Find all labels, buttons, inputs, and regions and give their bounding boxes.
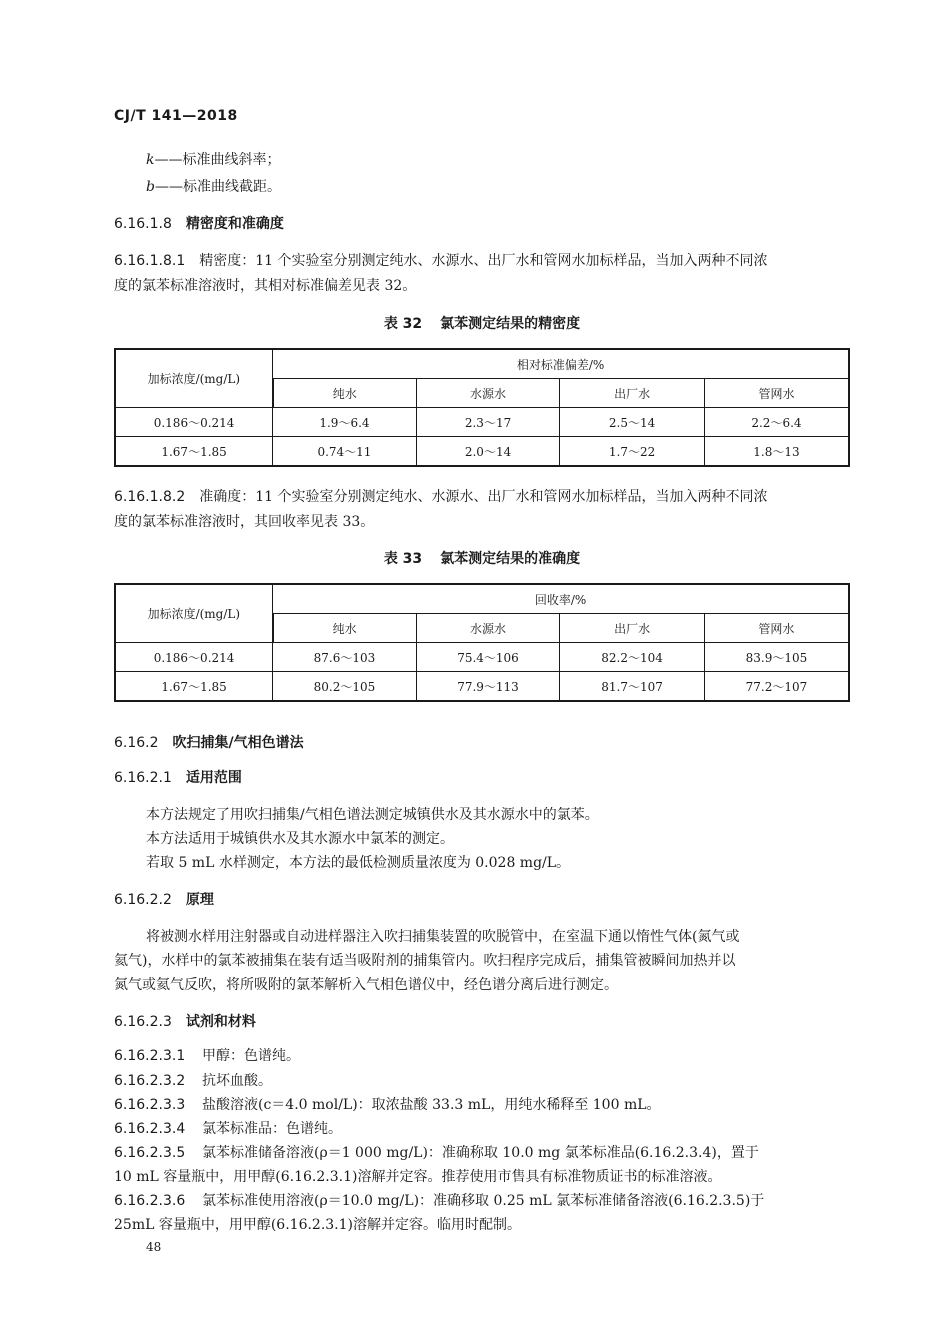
- paragraph-line: 氦气)，水样中的氯苯被捕集在装有适当吸附剂的捕集管内。吹扫程序完成后，捕集管被瞬间加热并以: [114, 953, 736, 969]
- reagent-item: [114, 1119, 342, 1139]
- table-row: [115, 643, 849, 672]
- section-title: 试剂和材料: [185, 1014, 256, 1030]
- header-cell: 管网水: [704, 379, 849, 408]
- paragraph-line: 将被测水样用注射器或自动进样器注入吹扫捕集装置的吹脱管中，在室温下通以惰性气体(氮气或: [146, 929, 740, 945]
- header-cell: 加标浓度/(mg/L): [115, 584, 273, 643]
- table-cell: 1.8～13: [704, 437, 849, 467]
- table-cell: 0.74～11: [273, 437, 417, 467]
- clause-number: 6.16.2.3.4: [114, 1121, 186, 1137]
- definition-b: [146, 177, 281, 197]
- table-number: 表 33: [383, 551, 423, 567]
- table-header-row: [115, 349, 849, 379]
- table-cell: 2.2～6.4: [704, 408, 849, 437]
- reagent-item: [114, 1095, 661, 1115]
- table-cell: 87.6～103: [273, 643, 417, 672]
- clause-number: 6.16.2.3.6: [114, 1193, 186, 1209]
- section-heading: [114, 733, 304, 753]
- clause-number: 6.16.1.8.2: [114, 489, 186, 505]
- clause-number: 6.16.2.3.5: [114, 1145, 186, 1161]
- header-cell: 水源水: [416, 614, 560, 643]
- header-cell: 水源水: [416, 379, 560, 408]
- table-row: [115, 437, 849, 467]
- table-row: [115, 672, 849, 702]
- table-cell: 77.9～113: [416, 672, 560, 702]
- clause-number: 6.16.2.3.1: [114, 1048, 186, 1064]
- definition-text: ——标准曲线斜率；: [154, 152, 281, 168]
- table-cell: 81.7～107: [560, 672, 705, 702]
- reagent-item: [114, 1046, 300, 1066]
- section-title: 原理: [185, 892, 214, 908]
- reagent-item: [114, 1191, 764, 1211]
- table-title: 氯苯测定结果的准确度: [440, 551, 581, 567]
- section-heading: [114, 214, 284, 234]
- page-number: 48: [146, 1240, 162, 1254]
- clause-number: 6.16.1.8.1: [114, 253, 186, 269]
- paragraph-line: 度的氯苯标准溶液时，其相对标准偏差见表 32。: [114, 278, 417, 294]
- section-number: 6.16.2.3: [114, 1014, 172, 1030]
- table-cell: 77.2～107: [704, 672, 849, 702]
- definition-var: b: [146, 179, 155, 195]
- reagent-text: 抗坏血酸。: [202, 1073, 272, 1089]
- header-group-cell: 相对标准偏差/%: [273, 349, 849, 379]
- header-cell: 纯水: [273, 614, 417, 643]
- clause-number: 6.16.2.3.3: [114, 1097, 186, 1113]
- definition-text: ——标准曲线截距。: [154, 179, 281, 195]
- reagent-text: 甲醇：色谱纯。: [202, 1048, 300, 1064]
- header-cell: 出厂水: [560, 614, 705, 643]
- section-number: 6.16.2.2: [114, 892, 172, 908]
- table-title: 氯苯测定结果的精密度: [440, 316, 581, 332]
- standard-code-header: CJ/T 141—2018: [114, 108, 238, 124]
- paragraph-line: 度的氯苯标准溶液时，其回收率见表 33。: [114, 514, 375, 530]
- table-cell: 82.2～104: [560, 643, 705, 672]
- paragraph-line: [114, 487, 768, 507]
- table-caption: [114, 314, 850, 334]
- table-cell: 2.5～14: [560, 408, 705, 437]
- paragraph-text: 精密度：11 个实验室分别测定纯水、水源水、出厂水和管网水加标样品，当加入两种不同浓: [199, 253, 768, 269]
- clause-number: 6.16.2.3.2: [114, 1073, 186, 1089]
- reagent-item: [114, 1143, 759, 1163]
- table-cell: 75.4～106: [416, 643, 560, 672]
- table-cell: 0.186～0.214: [115, 408, 273, 437]
- paragraph-line: [114, 251, 768, 271]
- table-row: [115, 408, 849, 437]
- section-heading: [114, 1012, 256, 1032]
- accuracy-table: [114, 583, 850, 702]
- section-heading: [114, 768, 242, 788]
- section-title: 适用范围: [185, 770, 242, 786]
- section-heading: [114, 890, 214, 910]
- table-cell: 80.2～105: [273, 672, 417, 702]
- section-number: 6.16.2.1: [114, 770, 172, 786]
- header-group-cell: 回收率/%: [273, 584, 849, 614]
- reagent-text: 盐酸溶液(c＝4.0 mol/L)：取浓盐酸 33.3 mL，用纯水稀释至 100 mL。: [202, 1097, 661, 1113]
- table-cell: 2.3～17: [416, 408, 560, 437]
- precision-table: [114, 348, 850, 467]
- header-cell: 出厂水: [560, 379, 705, 408]
- table-cell: 83.9～105: [704, 643, 849, 672]
- paragraph-line: 若取 5 mL 水样测定，本方法的最低检测质量浓度为 0.028 mg/L。: [146, 855, 571, 871]
- section-number: 6.16.2: [114, 735, 159, 751]
- table-cell: 1.7～22: [560, 437, 705, 467]
- reagent-text: 氯苯标准使用溶液(ρ＝10.0 mg/L)：准确移取 0.25 mL 氯苯标准储备溶液(6.16.2.3.5)于: [202, 1193, 765, 1209]
- definition-k: [146, 150, 280, 170]
- table-cell: 0.186～0.214: [115, 643, 273, 672]
- table-cell: 1.9～6.4: [273, 408, 417, 437]
- section-number: 6.16.1.8: [114, 216, 172, 232]
- section-title: 精密度和准确度: [185, 216, 284, 232]
- table-cell: 1.67～1.85: [115, 672, 273, 702]
- reagent-text: 氯苯标准品：色谱纯。: [202, 1121, 342, 1137]
- table-cell: 1.67～1.85: [115, 437, 273, 467]
- paragraph-line: 本方法规定了用吹扫捕集/气相色谱法测定城镇供水及其水源水中的氯苯。: [146, 807, 599, 823]
- reagent-item-continued: 25mL 容量瓶中，用甲醇(6.16.2.3.1)溶解并定容。临用时配制。: [114, 1217, 522, 1233]
- reagent-item-continued: 10 mL 容量瓶中，用甲醇(6.16.2.3.1)溶解并定容。推荐使用市售具有标准物质证书的标准溶液。: [114, 1169, 722, 1185]
- table-header-row: [115, 584, 849, 614]
- section-title: 吹扫捕集/气相色谱法: [172, 735, 304, 751]
- paragraph-line: 本方法适用于城镇供水及其水源水中氯苯的测定。: [146, 831, 454, 847]
- header-cell: 管网水: [704, 614, 849, 643]
- table-number: 表 32: [383, 316, 423, 332]
- reagent-text: 氯苯标准储备溶液(ρ＝1 000 mg/L)：准确称取 10.0 mg 氯苯标准品(6.16.2.3.4)，置于: [202, 1145, 759, 1161]
- definition-var: k: [146, 152, 155, 168]
- paragraph-text: 准确度：11 个实验室分别测定纯水、水源水、出厂水和管网水加标样品，当加入两种不同浓: [199, 489, 768, 505]
- header-cell: 加标浓度/(mg/L): [115, 349, 273, 408]
- paragraph-line: 氮气或氦气反吹，将所吸附的氯苯解析入气相色谱仪中，经色谱分离后进行测定。: [114, 977, 618, 993]
- reagent-item: [114, 1071, 272, 1091]
- table-cell: 2.0～14: [416, 437, 560, 467]
- table-caption: [114, 549, 850, 569]
- header-cell: 纯水: [273, 379, 417, 408]
